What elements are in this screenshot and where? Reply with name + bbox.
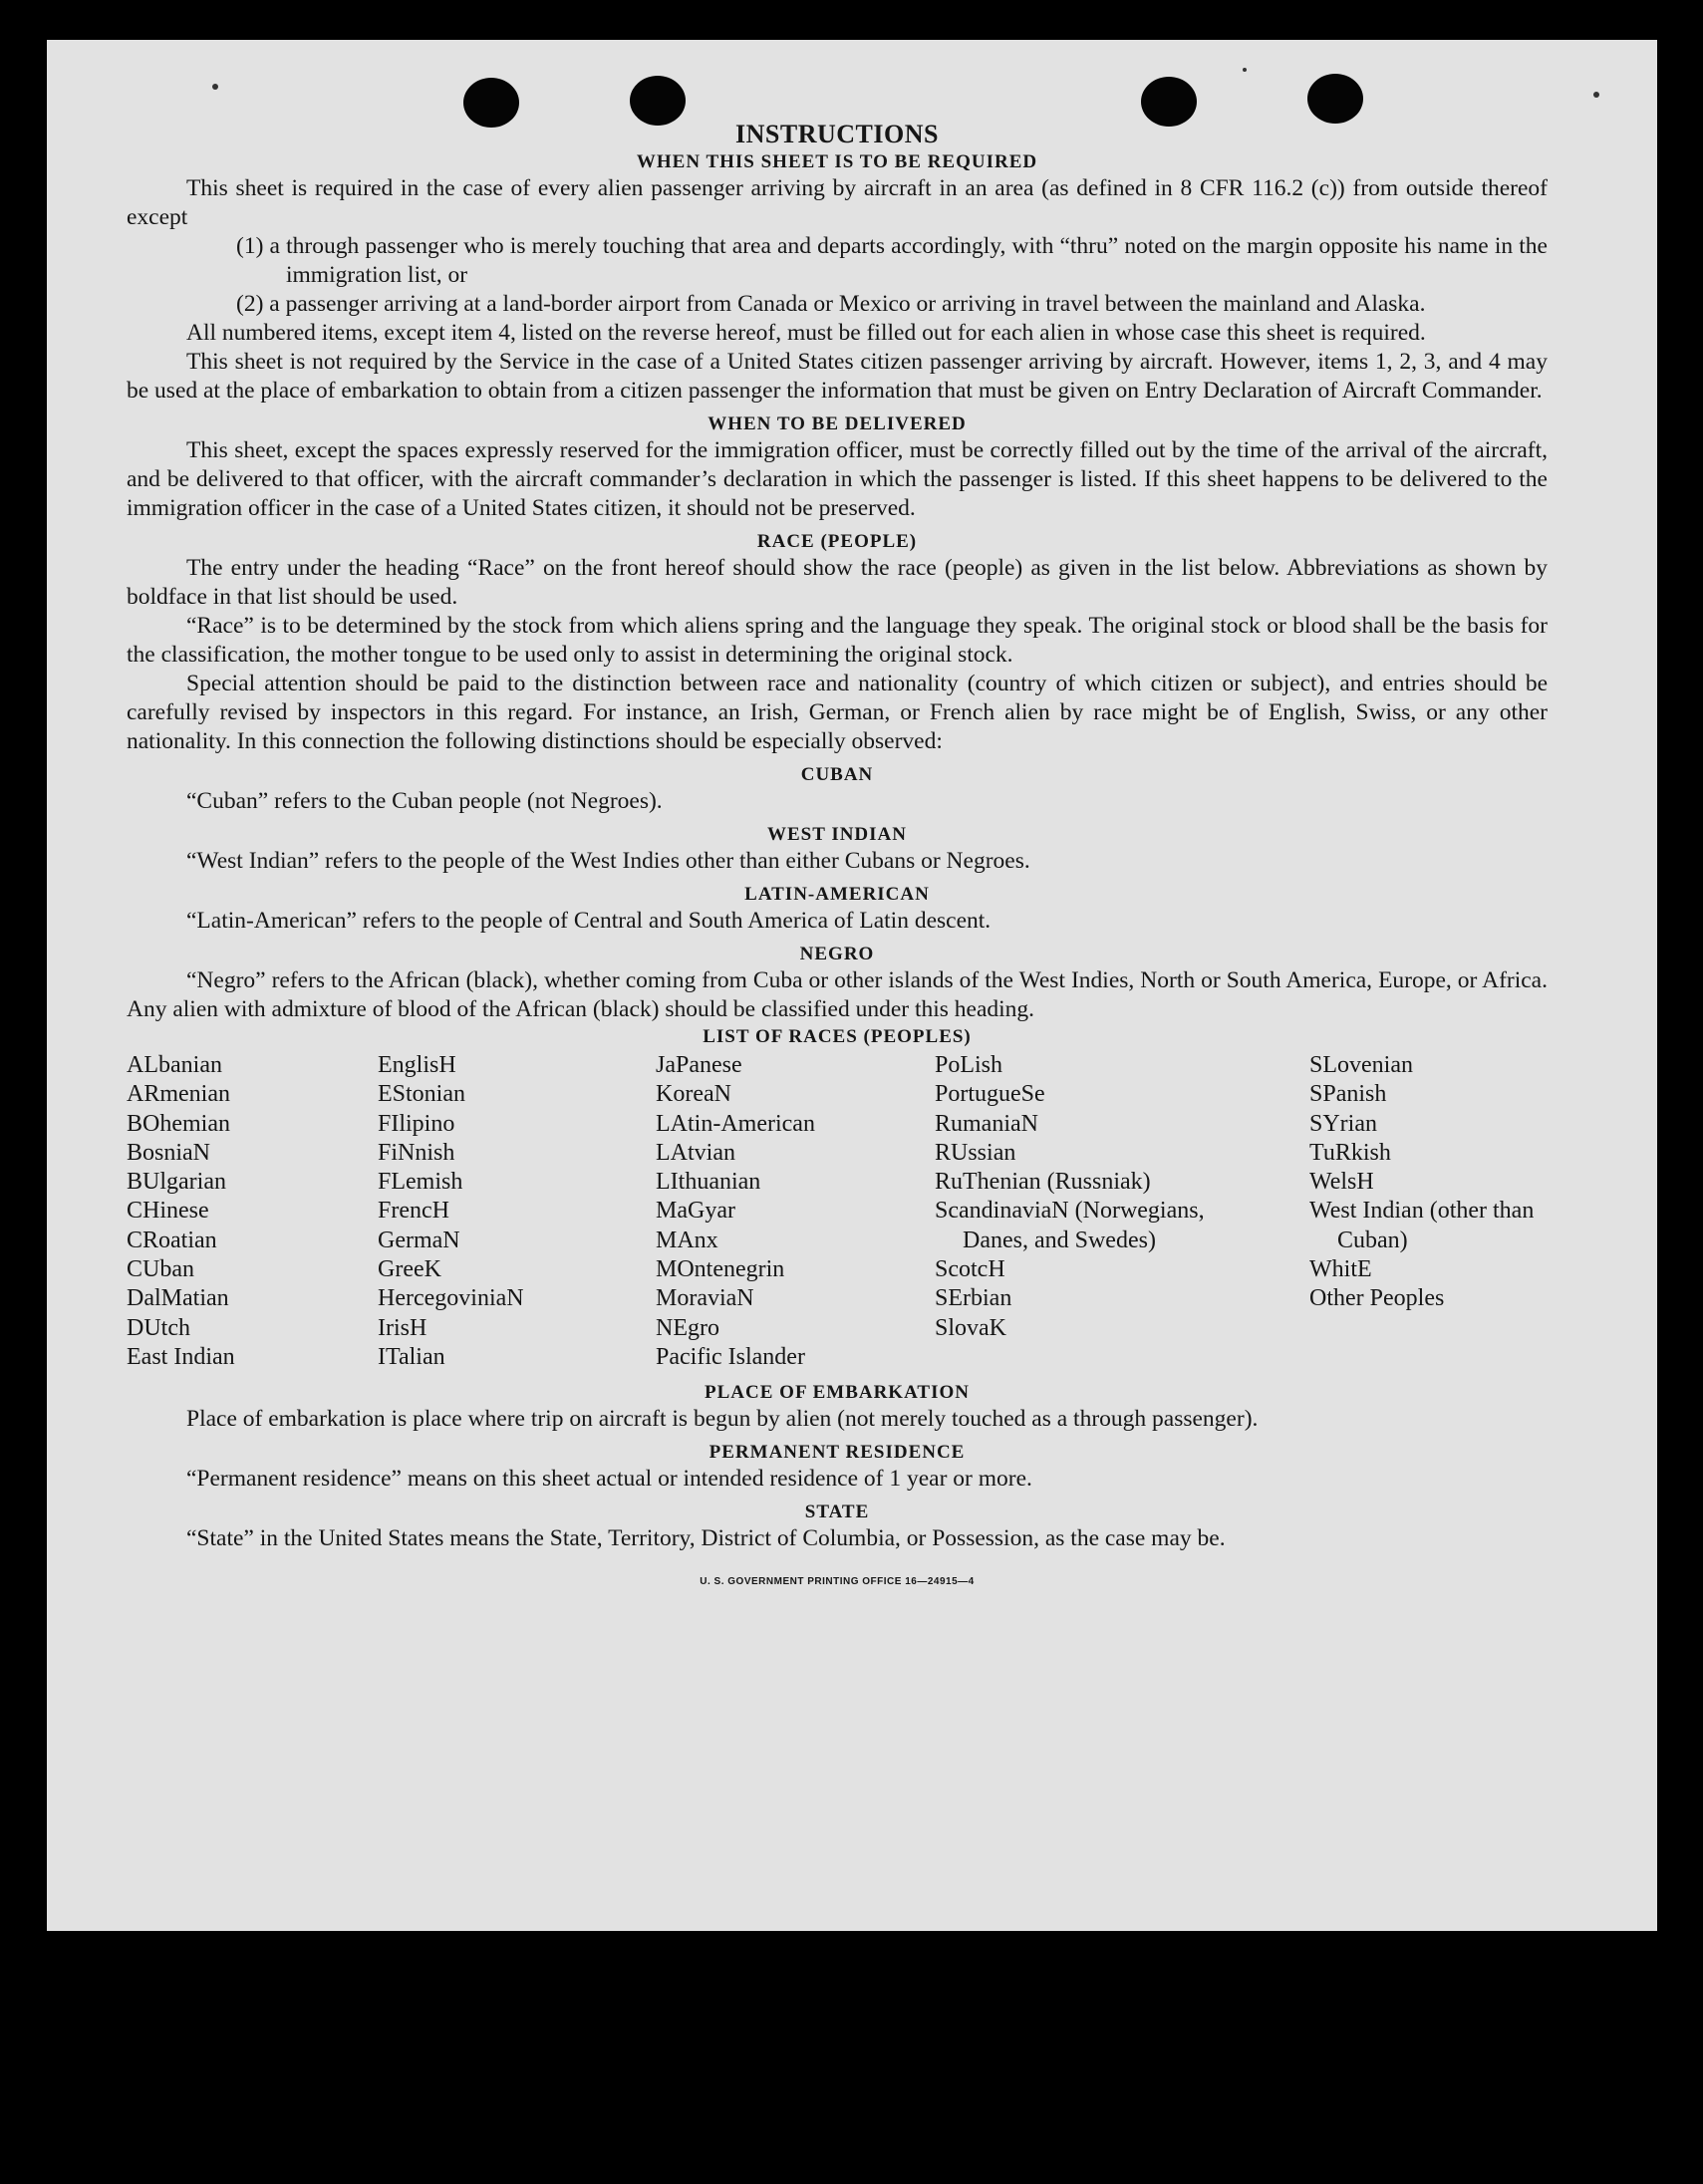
race-entry: SYrian bbox=[1309, 1110, 1377, 1137]
speck bbox=[212, 84, 218, 90]
race-entry: FrencH bbox=[378, 1198, 449, 1225]
race-entry: RUssian bbox=[935, 1139, 1016, 1166]
paragraph: “West Indian” refers to the people of the West Indies other than either Cubans or Negroes. bbox=[186, 848, 1030, 874]
printer-imprint: U. S. GOVERNMENT PRINTING OFFICE 16—24915—4 bbox=[700, 1576, 975, 1587]
race-entry: WhitE bbox=[1309, 1256, 1372, 1283]
section-heading: RACE (PEOPLE) bbox=[756, 531, 918, 552]
race-entry: MoraviaN bbox=[656, 1285, 754, 1312]
race-entry: CHinese bbox=[127, 1198, 209, 1225]
race-entry: DUtch bbox=[127, 1314, 190, 1341]
race-entry: East Indian bbox=[127, 1343, 235, 1370]
race-entry: TuRkish bbox=[1309, 1139, 1391, 1166]
race-entry: PoLish bbox=[935, 1052, 1003, 1078]
race-entry: GermaN bbox=[378, 1227, 460, 1253]
punch-hole bbox=[630, 76, 686, 126]
section-heading: WEST INDIAN bbox=[767, 824, 907, 845]
section-heading: STATE bbox=[804, 1502, 870, 1522]
paragraph: “Negro” refers to the African (black), whether coming from Cuba or other islands of the West Indies, North or South America, Europe, or Africa. Any alien with admixture of blood of the African (black) should be classified under this heading. bbox=[127, 967, 1548, 1022]
race-entry: NEgro bbox=[656, 1314, 719, 1341]
punch-hole bbox=[1307, 74, 1363, 124]
race-entry: DalMatian bbox=[127, 1285, 229, 1312]
document-page bbox=[47, 40, 1657, 1931]
paragraph: “Race” is to be determined by the stock from which aliens spring and the language they speak. The original stock or blood shall be the basis for the classification, the mother tongue to be used only to assist in determining the original stock. bbox=[127, 613, 1548, 668]
paragraph: “Cuban” refers to the Cuban people (not Negroes). bbox=[186, 788, 663, 814]
race-entry: SLovenian bbox=[1309, 1052, 1413, 1078]
section-heading: CUBAN bbox=[800, 764, 874, 785]
paragraph: “State” in the United States means the State, Territory, District of Columbia, or Possession, as the case may be. bbox=[186, 1525, 1226, 1551]
race-entry: SErbian bbox=[935, 1285, 1012, 1312]
section-heading: NEGRO bbox=[799, 944, 875, 964]
section-heading: WHEN THIS SHEET IS TO BE REQUIRED bbox=[636, 151, 1038, 172]
race-entry: CUban bbox=[127, 1256, 194, 1283]
race-list bbox=[127, 1051, 1548, 1374]
race-entry: ARmenian bbox=[127, 1081, 230, 1108]
race-column bbox=[127, 1051, 366, 1372]
race-entry: MOntenegrin bbox=[656, 1256, 785, 1283]
speck bbox=[1243, 68, 1247, 72]
race-entry: WelsH bbox=[1309, 1169, 1374, 1196]
race-entry: FLemish bbox=[378, 1169, 463, 1196]
race-entry: EnglisH bbox=[378, 1052, 456, 1078]
race-entry: IrisH bbox=[378, 1314, 427, 1341]
paragraph: “Latin-American” refers to the people of Central and South America of Latin descent. bbox=[186, 908, 992, 934]
race-entry: LAtvian bbox=[656, 1139, 735, 1166]
race-entry: SPanish bbox=[1309, 1081, 1387, 1108]
race-entry: ITalian bbox=[378, 1343, 445, 1370]
paragraph: This sheet, except the spaces expressly reserved for the immigration officer, must be correctly filled out by the time of the arrival of the aircraft, and be delivered to that officer, with the aircraft commander’s declaration in which the passenger is listed. If this sheet happens to be delivered to the immigration officer in the case of a United States citizen, it should not be preserved. bbox=[127, 437, 1548, 521]
race-entry: ScotcH bbox=[935, 1256, 1005, 1283]
paragraph: Place of embarkation is place where trip on aircraft is begun by alien (not merely touched as a through passenger). bbox=[186, 1406, 1259, 1432]
paragraph: The entry under the heading “Race” on the front hereof should show the race (people) as given in the list below. Abbreviations as shown by boldface in that list should be used. bbox=[127, 555, 1548, 610]
race-entry: LAtin-American bbox=[656, 1110, 815, 1137]
paragraph: “Permanent residence” means on this sheet actual or intended residence of 1 year or more. bbox=[186, 1466, 1032, 1492]
race-entry: ALbanian bbox=[127, 1052, 222, 1078]
race-entry: BosniaN bbox=[127, 1139, 210, 1166]
race-entry: BUlgarian bbox=[127, 1169, 226, 1196]
race-entry: FiNnish bbox=[378, 1139, 455, 1166]
paragraph: This sheet is not required by the Service in the case of a United States citizen passenger arriving by aircraft. However, items 1, 2, 3, and 4 may be used at the place of embarkation to obtain from a citizen passenger the information that must be given on Entry Declaration of Aircraft Commander. bbox=[127, 349, 1548, 404]
section-heading: LATIN-AMERICAN bbox=[744, 884, 930, 905]
race-entry: FIlipino bbox=[378, 1110, 455, 1137]
paragraph: Special attention should be paid to the distinction between race and nationality (country of which citizen or subject), and entries should be carefully revised by inspectors in this regard. For instance, an Irish, German, or French alien by race might be of English, Swiss, or any other nationality. In this connection the following distinctions should be especially observed: bbox=[127, 671, 1548, 754]
race-entry: KoreaN bbox=[656, 1081, 731, 1108]
race-entry: GreeK bbox=[378, 1256, 441, 1283]
race-column bbox=[378, 1051, 637, 1372]
paragraph: All numbered items, except item 4, listed on the reverse hereof, must be filled out for each alien in whose case this sheet is required. bbox=[186, 320, 1426, 346]
race-entry: BOhemian bbox=[127, 1110, 230, 1137]
race-entry: CRoatian bbox=[127, 1227, 217, 1253]
numbered-item: (2) a passenger arriving at a land-border airport from Canada or Mexico or arriving in travel between the mainland and Alaska. bbox=[236, 291, 1426, 317]
instructions-content bbox=[127, 120, 1548, 1596]
race-entry: ScandinaviaN (Norwegians, Danes, and Swedes) bbox=[935, 1198, 1205, 1253]
race-entry: Pacific Islander bbox=[656, 1343, 805, 1370]
section-heading: LIST OF RACES (PEOPLES) bbox=[703, 1026, 972, 1047]
page-title: INSTRUCTIONS bbox=[735, 120, 939, 148]
race-entry: RumaniaN bbox=[935, 1110, 1038, 1137]
race-entry: MAnx bbox=[656, 1227, 718, 1253]
section-heading: WHEN TO BE DELIVERED bbox=[708, 413, 967, 434]
race-entry: MaGyar bbox=[656, 1198, 735, 1225]
speck bbox=[1593, 92, 1599, 98]
numbered-item: (1) a through passenger who is merely touching that area and departs accordingly, with “thru” noted on the margin opposite his name in the immigration list, or bbox=[236, 233, 1548, 288]
paragraph: This sheet is required in the case of every alien passenger arriving by aircraft in an area (as defined in 8 CFR 116.2 (c)) from outside thereof except bbox=[127, 175, 1548, 230]
race-entry: West Indian (other than Cuban) bbox=[1309, 1198, 1535, 1253]
race-entry: EStonian bbox=[378, 1081, 465, 1108]
race-entry: LIthuanian bbox=[656, 1169, 761, 1196]
race-column bbox=[1309, 1051, 1559, 1314]
race-entry: JaPanese bbox=[656, 1052, 742, 1078]
race-entry: Other Peoples bbox=[1309, 1285, 1445, 1312]
race-column bbox=[935, 1051, 1254, 1343]
race-entry: PortugueSe bbox=[935, 1081, 1045, 1108]
section-heading: PLACE OF EMBARKATION bbox=[705, 1382, 970, 1403]
race-entry: RuThenian (Russniak) bbox=[935, 1169, 1151, 1196]
race-entry: HercegoviniaN bbox=[378, 1285, 524, 1312]
section-heading: PERMANENT RESIDENCE bbox=[709, 1442, 966, 1463]
race-column bbox=[656, 1051, 915, 1372]
race-entry: SlovaK bbox=[935, 1314, 1006, 1341]
